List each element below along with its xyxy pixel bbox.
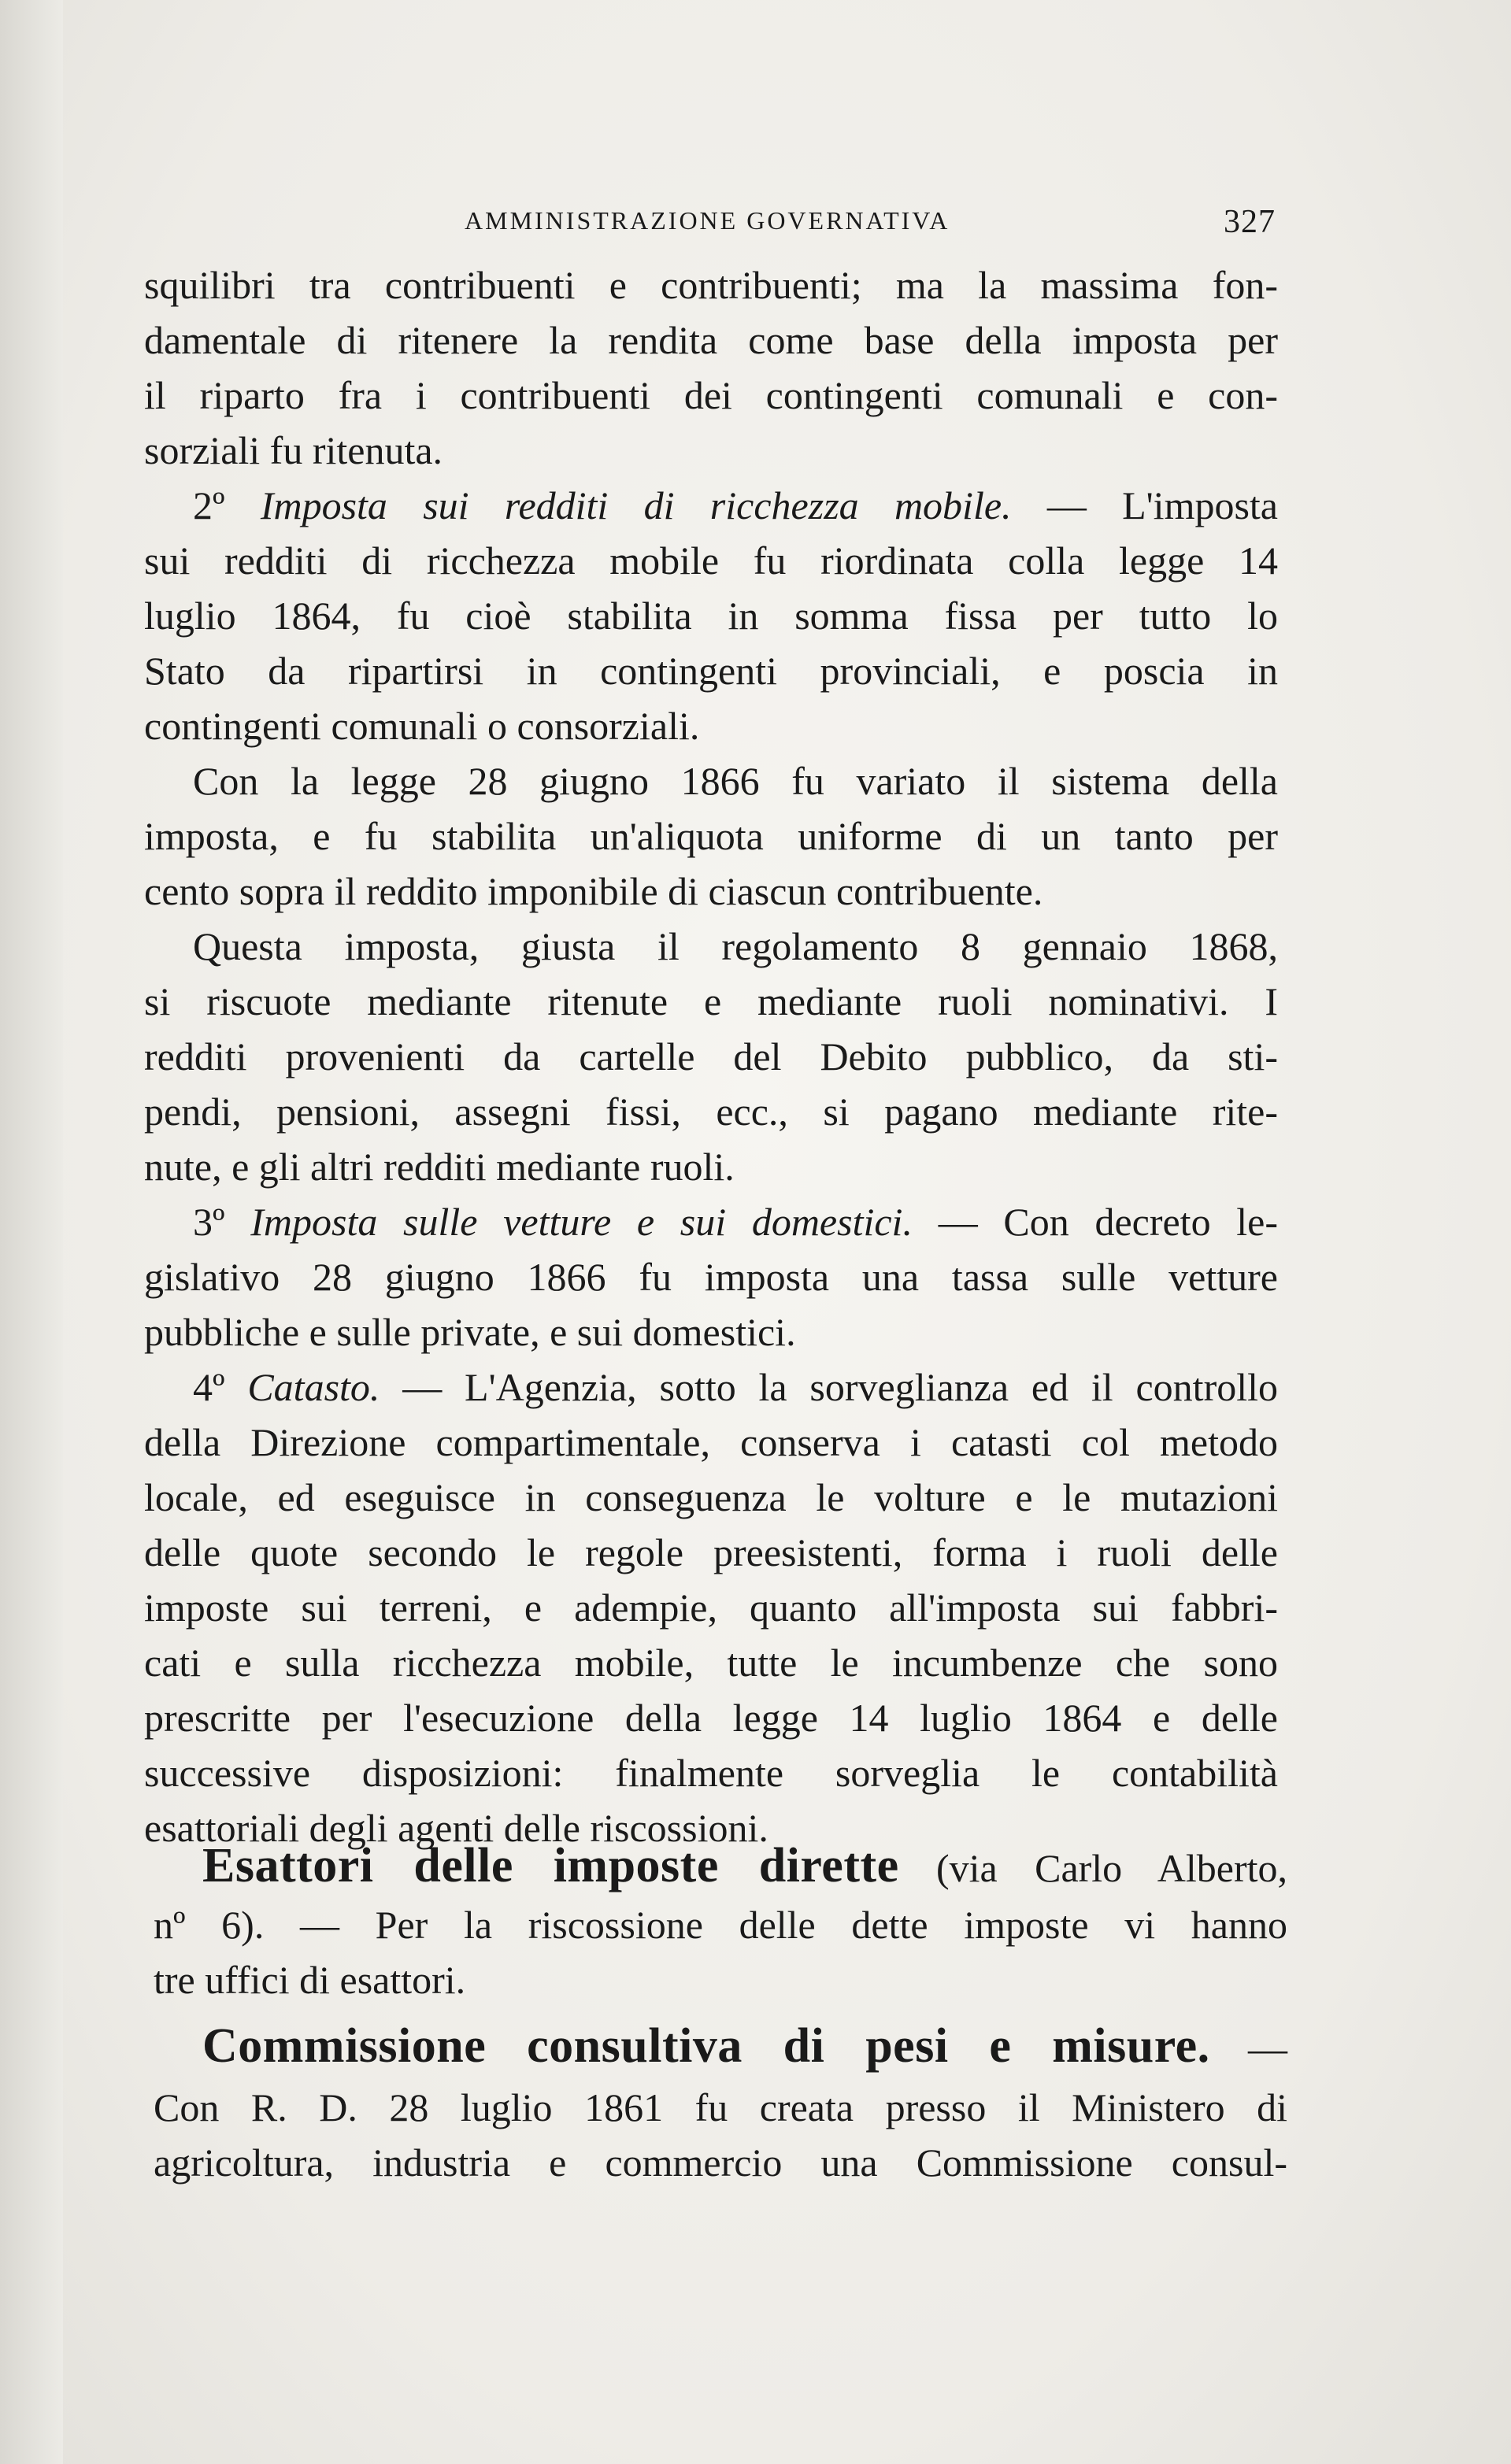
header-title: AMMINISTRAZIONE GOVERNATIVA [465,206,950,235]
section-heading-line [144,1194,1278,1249]
text-line: si riscuote mediante ritenute e mediante ruoli nominativi. I [144,979,1278,1023]
text-line: pubbliche e sulle private, e sui domestici. [144,1310,796,1354]
text-line: cati e sulla ricchezza mobile, tutte le incumbenze che sono [144,1641,1278,1685]
text-line: squilibri tra contribuenti e contribuenti; ma la massima fon- [144,263,1278,307]
text-line: della Direzione compartimentale, conserva i catasti col metodo [144,1420,1278,1464]
section-heading: Imposta sulle vetture e sui domestici. [250,1200,913,1244]
section-number: 2º [193,483,225,527]
text-line: Con la legge 28 giugno 1866 fu variato il sistema della [193,759,1278,803]
text-line: redditi provenienti da cartelle del Debito pubblico, da sti- [144,1034,1278,1078]
section-heading-line [144,478,1278,533]
text-line: agricoltura, industria e commercio una Commissione consul- [154,2140,1287,2185]
text-line: sorziali fu ritenuta. [144,428,443,472]
text-line: imposte sui terreni, e adempie, quanto all'imposta sui fabbri- [144,1585,1278,1630]
section-heading: Catasto. [247,1365,380,1409]
section-heading-line [154,1834,1287,1897]
text-line: luglio 1864, fu cioè stabilita in somma fissa per tutto lo [144,594,1278,638]
section-heading: Esattori delle imposte dirette [202,1839,899,1892]
section-heading-line [154,2012,1287,2080]
section-number: 3º [193,1200,225,1244]
text-line: sui redditi di ricchezza mobile fu riordinata colla legge 14 [144,538,1278,583]
text-block [144,257,1278,1855]
section-heading-line [144,1360,1278,1415]
page-number: 327 [1224,204,1276,240]
section-text: — L'Agenzia, sotto la sorveglianza ed il controllo [402,1365,1279,1409]
text-line: locale, ed eseguisce in conseguenza le volture e le mutazioni [144,1475,1278,1519]
text-line: tre uffici di esattori. [154,1958,466,2002]
section-heading: Imposta sui redditi di ricchezza mobile. [260,483,1012,527]
text-line: Questa imposta, giusta il regolamento 8 gennaio 1868, [193,924,1278,968]
text-line: delle quote secondo le regole preesistenti, forma i ruoli delle [144,1530,1278,1574]
text-block [154,1834,1287,2190]
text-line: Stato da ripartirsi in contingenti provinciali, e poscia in [144,649,1278,693]
text-line: gislativo 28 giugno 1866 fu imposta una tassa sulle vetture [144,1255,1278,1299]
text-line: Con R. D. 28 luglio 1861 fu creata presso il Ministero di [154,2085,1287,2129]
page-edge-shadow [0,0,63,2464]
text-line: nute, e gli altri redditi mediante ruoli. [144,1145,735,1189]
text-line: esattoriali degli agenti delle riscossioni. [144,1806,768,1850]
section-text: — L'imposta [1046,483,1278,527]
section-text: — [1248,2026,1287,2070]
running-header [465,206,1276,246]
text-line: contingenti comunali o consorziali. [144,704,700,748]
text-line: il riparto fra i contribuenti dei contingenti comunali e con- [144,373,1278,417]
section-heading: Commissione consultiva di pesi e misure. [202,2019,1210,2073]
text-line: nº 6). — Per la riscossione delle dette imposte vi hanno [154,1903,1287,1947]
text-line: pendi, pensioni, assegni fissi, ecc., si pagano mediante rite- [144,1090,1278,1134]
text-line: cento sopra il reddito imponibile di ciascun contribuente. [144,869,1043,913]
section-text: — Con decreto le- [938,1200,1279,1244]
text-line: prescritte per l'esecuzione della legge 14 luglio 1864 e delle [144,1696,1278,1740]
section-number: 4º [193,1365,225,1409]
text-line: imposta, e fu stabilita un'aliquota uniforme di un tanto per [144,814,1278,858]
text-line: damentale di ritenere la rendita come base della imposta per [144,318,1278,362]
section-text: (via Carlo Alberto, [936,1846,1288,1890]
text-line: successive disposizioni: finalmente sorveglia le contabilità [144,1751,1278,1795]
